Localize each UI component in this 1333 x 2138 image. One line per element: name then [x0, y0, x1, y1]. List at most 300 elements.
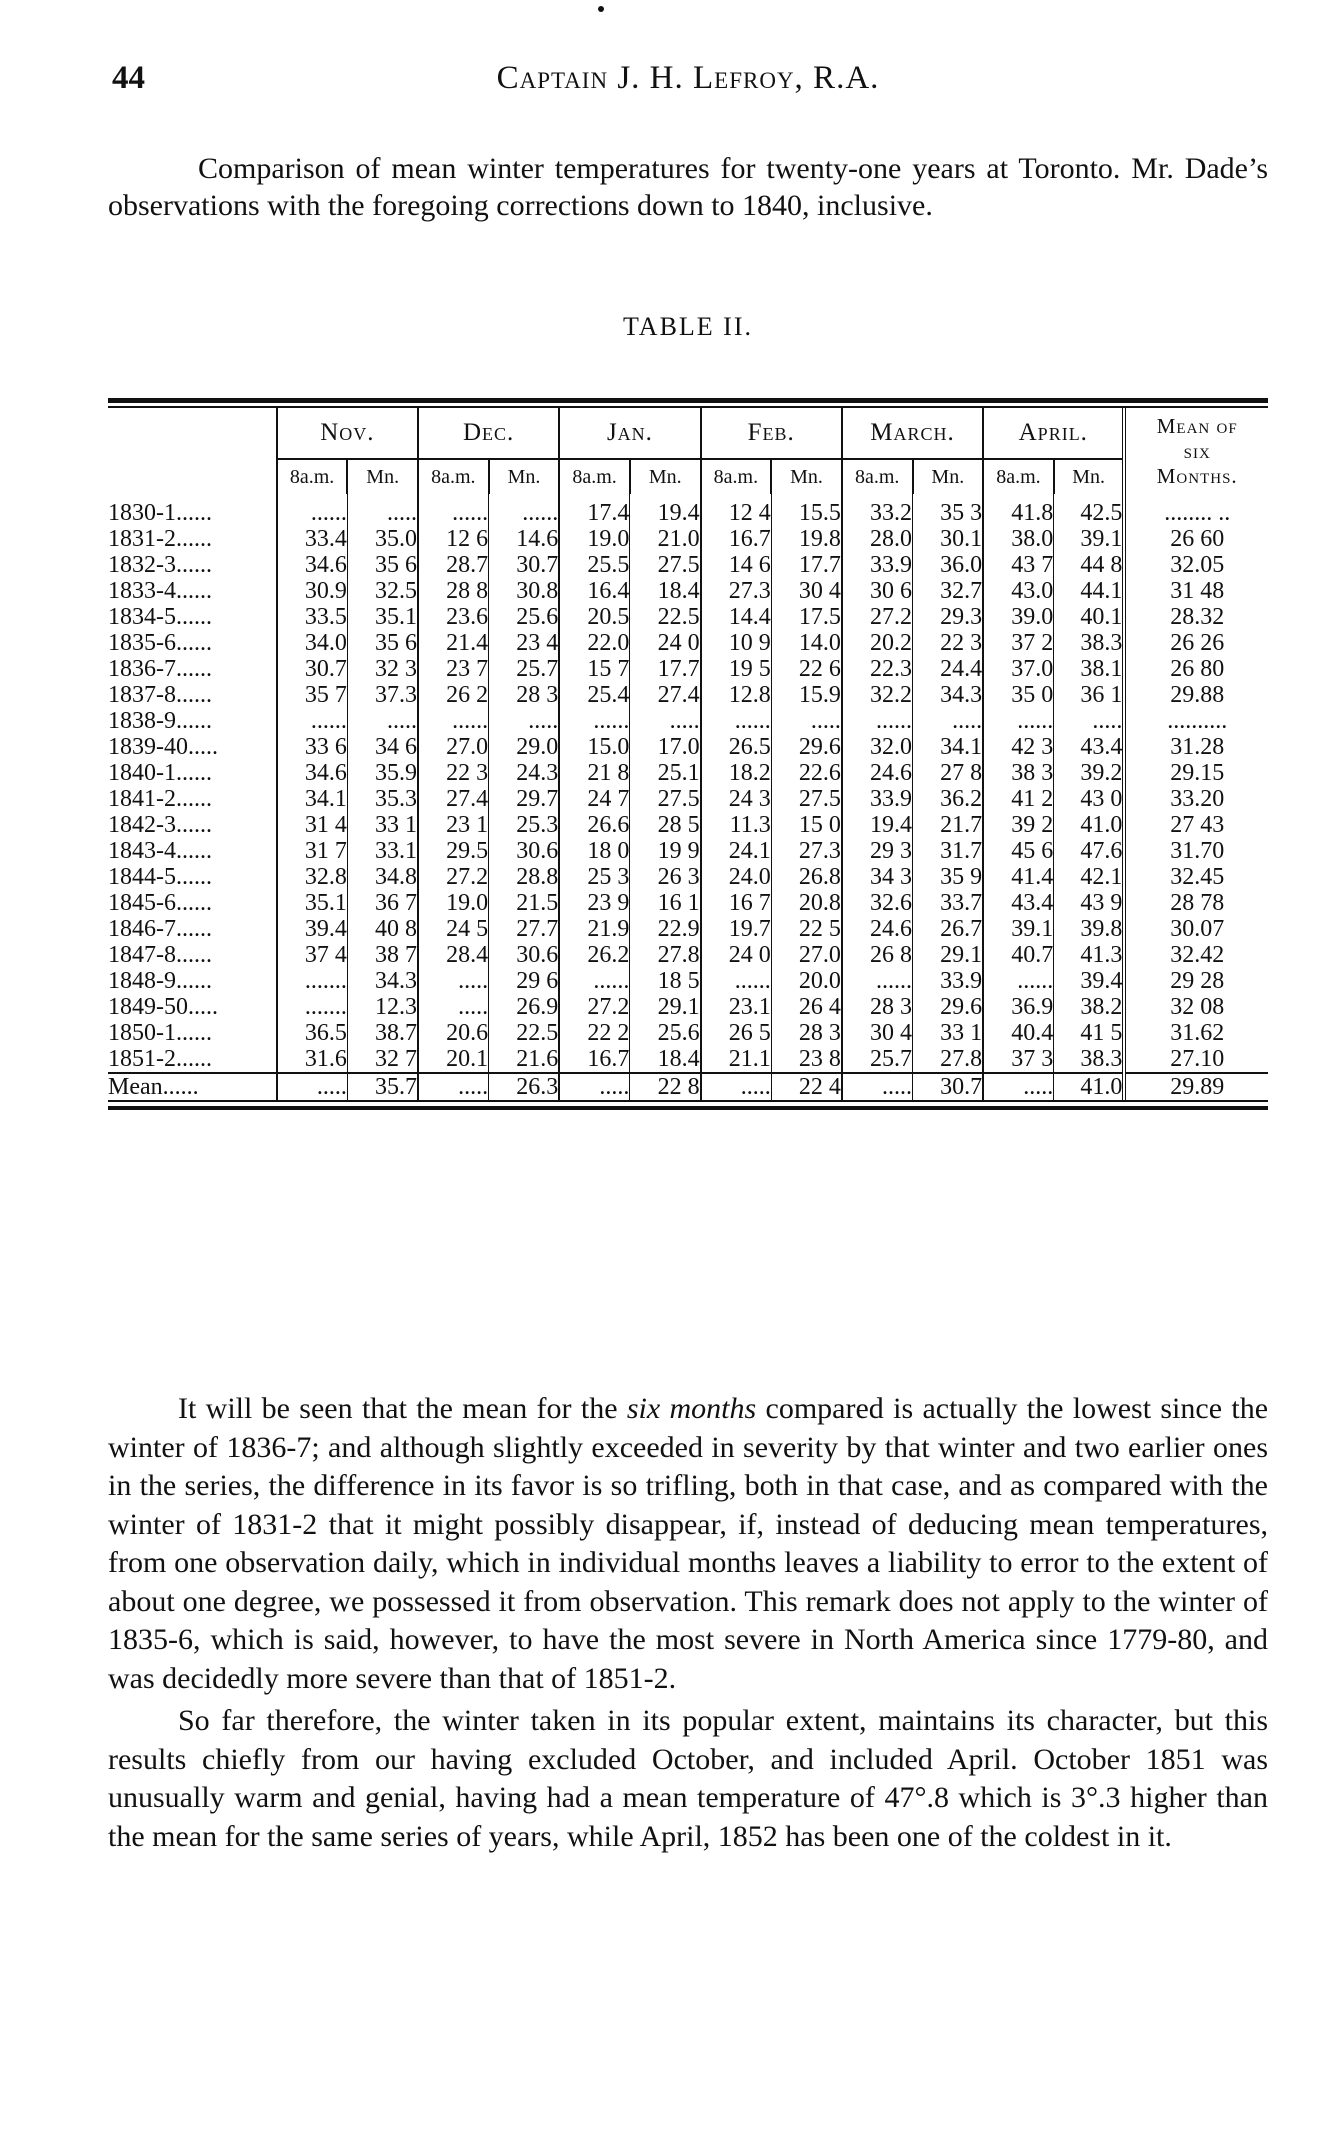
- value-cell: 39.4: [277, 916, 348, 942]
- value-cell: ......: [559, 708, 630, 734]
- value-cell: 38 7: [347, 942, 418, 968]
- value-cell: 39.0: [983, 604, 1054, 630]
- corner-cell: [108, 459, 277, 494]
- value-cell: 18 0: [559, 838, 630, 864]
- value-cell: 24 5: [418, 916, 489, 942]
- value-cell: 17.0: [630, 734, 701, 760]
- value-cell: 30.7: [913, 1073, 984, 1100]
- value-cell: 41.4: [983, 864, 1054, 890]
- value-cell: 18.4: [630, 1046, 701, 1073]
- value-cell: 26.2: [559, 942, 630, 968]
- value-cell: 16.4: [559, 578, 630, 604]
- value-cell: 17.5: [771, 604, 842, 630]
- value-cell: 21 8: [559, 760, 630, 786]
- value-cell: 33.4: [277, 526, 348, 552]
- mean-cell: 32.05: [1124, 552, 1268, 578]
- value-cell: 29.6: [771, 734, 842, 760]
- value-cell: .....: [347, 494, 418, 526]
- paragraph-2: So far therefore, the winter taken in its popular extent, maintains its character, but this results chiefly from our having excluded October, and included April. October 1851 was unusually warm and genial, having had a mean temperature of 47°.8 which is 3°.3 higher than the mean for the same series of years, while April, 1852 has been one of the coldest in it.: [108, 1704, 1268, 1853]
- month-header: Nov.: [277, 408, 418, 459]
- mean-cell: 32.42: [1124, 942, 1268, 968]
- value-cell: 21.1: [701, 1046, 772, 1073]
- value-cell: 30.8: [489, 578, 560, 604]
- value-cell: 30.6: [489, 838, 560, 864]
- year-cell: 1839-40.....: [108, 734, 218, 760]
- value-cell: 41.8: [983, 494, 1054, 526]
- value-cell: 23 7: [418, 656, 489, 682]
- year-cell: 1831-2......: [108, 526, 212, 552]
- value-cell: 26 8: [842, 942, 913, 968]
- sub-header: 8a.m.: [559, 459, 630, 494]
- value-cell: 32 3: [347, 656, 418, 682]
- value-cell: 32.2: [842, 682, 913, 708]
- table-row: [108, 864, 1268, 890]
- value-cell: 26.3: [489, 1073, 560, 1100]
- value-cell: 26 5: [701, 1020, 772, 1046]
- value-cell: 30 4: [842, 1020, 913, 1046]
- value-cell: 24.6: [842, 916, 913, 942]
- value-cell: 28 3: [489, 682, 560, 708]
- mean-cell: 26 26: [1124, 630, 1268, 656]
- value-cell: 12.3: [347, 994, 418, 1020]
- value-cell: 38.7: [347, 1020, 418, 1046]
- value-cell: 24.3: [489, 760, 560, 786]
- value-cell: 19.0: [559, 526, 630, 552]
- table-bottom-rule-thick: [108, 1106, 1268, 1110]
- value-cell: 42.1: [1054, 864, 1125, 890]
- value-cell: 33.2: [842, 494, 913, 526]
- value-cell: 27.5: [771, 786, 842, 812]
- mean-cell: 31 48: [1124, 578, 1268, 604]
- mean-cell: 26 60: [1124, 526, 1268, 552]
- value-cell: 26.5: [701, 734, 772, 760]
- page-number: 44: [112, 60, 145, 96]
- value-cell: .....: [418, 1073, 489, 1100]
- value-cell: 26.8: [771, 864, 842, 890]
- value-cell: 10 9: [701, 630, 772, 656]
- value-cell: 25.4: [559, 682, 630, 708]
- month-header: March.: [842, 408, 983, 459]
- month-header: Feb.: [701, 408, 842, 459]
- value-cell: .......: [277, 994, 348, 1020]
- value-cell: 30 6: [842, 578, 913, 604]
- value-cell: 34.1: [277, 786, 348, 812]
- value-cell: 37 2: [983, 630, 1054, 656]
- value-cell: .....: [489, 708, 560, 734]
- value-cell: 18 5: [630, 968, 701, 994]
- value-cell: 21.6: [489, 1046, 560, 1073]
- value-cell: 22.9: [630, 916, 701, 942]
- value-cell: 33.9: [913, 968, 984, 994]
- mean-cell: 29.15: [1124, 760, 1268, 786]
- value-cell: 28 3: [842, 994, 913, 1020]
- value-cell: 33 1: [913, 1020, 984, 1046]
- value-cell: 23 9: [559, 890, 630, 916]
- mean-cell: ..........: [1124, 708, 1268, 734]
- value-cell: ......: [559, 968, 630, 994]
- paragraph-1-emphasis: six months: [626, 1392, 757, 1425]
- value-cell: ......: [983, 968, 1054, 994]
- value-cell: 23.1: [701, 994, 772, 1020]
- value-cell: 32.0: [842, 734, 913, 760]
- value-cell: 39.8: [1054, 916, 1125, 942]
- value-cell: 22.6: [771, 760, 842, 786]
- value-cell: 21.9: [559, 916, 630, 942]
- value-cell: 18.2: [701, 760, 772, 786]
- year-cell: 1847-8......: [108, 942, 212, 968]
- value-cell: 43 7: [983, 552, 1054, 578]
- value-cell: 36 1: [1054, 682, 1125, 708]
- value-cell: 22.3: [842, 656, 913, 682]
- value-cell: 22.5: [630, 604, 701, 630]
- ink-dot: [598, 6, 604, 12]
- value-cell: 28.7: [418, 552, 489, 578]
- value-cell: 39.1: [1054, 526, 1125, 552]
- value-cell: 39 2: [983, 812, 1054, 838]
- table-row: [108, 578, 1268, 604]
- value-cell: 29.3: [913, 604, 984, 630]
- value-cell: 33.7: [913, 890, 984, 916]
- value-cell: 20.6: [418, 1020, 489, 1046]
- value-cell: 40.1: [1054, 604, 1125, 630]
- value-cell: 27.3: [701, 578, 772, 604]
- value-cell: 31 7: [277, 838, 348, 864]
- year-cell: 1841-2......: [108, 786, 212, 812]
- value-cell: 34 3: [842, 864, 913, 890]
- value-cell: 26 3: [630, 864, 701, 890]
- value-cell: 32.5: [347, 578, 418, 604]
- value-cell: 34 6: [347, 734, 418, 760]
- year-cell: 1842-3......: [108, 812, 212, 838]
- value-cell: 17.7: [630, 656, 701, 682]
- value-cell: 26 4: [771, 994, 842, 1020]
- value-cell: ......: [983, 708, 1054, 734]
- value-cell: 32.8: [277, 864, 348, 890]
- value-cell: 29.7: [489, 786, 560, 812]
- table-row: [108, 734, 1268, 760]
- value-cell: 35.3: [347, 786, 418, 812]
- table-row: [108, 682, 1268, 708]
- value-cell: 42.5: [1054, 494, 1125, 526]
- value-cell: 21.4: [418, 630, 489, 656]
- value-cell: 20.8: [771, 890, 842, 916]
- value-cell: 27.5: [630, 552, 701, 578]
- sub-header: Mn.: [630, 459, 701, 494]
- mean-header-line: Months.: [1156, 463, 1238, 488]
- mean-cell: 32.45: [1124, 864, 1268, 890]
- value-cell: 33.9: [842, 552, 913, 578]
- mean-row: [108, 1073, 1268, 1100]
- value-cell: 44.1: [1054, 578, 1125, 604]
- mean-cell: 27.10: [1124, 1046, 1268, 1073]
- table-row: [108, 656, 1268, 682]
- year-cell: Mean......: [108, 1073, 277, 1100]
- body-text: [108, 1390, 1268, 1860]
- sub-header: Mn.: [913, 459, 984, 494]
- running-title: Captain J. H. Lefroy, R.A.: [496, 60, 880, 96]
- year-cell: 1837-8......: [108, 682, 212, 708]
- data-table: [108, 408, 1268, 1100]
- value-cell: .....: [559, 1073, 630, 1100]
- value-cell: 43 0: [1054, 786, 1125, 812]
- value-cell: 22 3: [913, 630, 984, 656]
- sub-header: 8a.m.: [701, 459, 772, 494]
- value-cell: 20.0: [771, 968, 842, 994]
- value-cell: 23.6: [418, 604, 489, 630]
- value-cell: 32 7: [347, 1046, 418, 1073]
- value-cell: .....: [630, 708, 701, 734]
- value-cell: 25.7: [842, 1046, 913, 1073]
- value-cell: 25.5: [559, 552, 630, 578]
- value-cell: 21.0: [630, 526, 701, 552]
- value-cell: 28 8: [418, 578, 489, 604]
- value-cell: 16 7: [701, 890, 772, 916]
- sub-header: Mn.: [771, 459, 842, 494]
- value-cell: 24.1: [701, 838, 772, 864]
- value-cell: 35.0: [347, 526, 418, 552]
- value-cell: 22 6: [771, 656, 842, 682]
- mean-cell: 32 08: [1124, 994, 1268, 1020]
- value-cell: 25 3: [559, 864, 630, 890]
- value-cell: 45 6: [983, 838, 1054, 864]
- table-row: [108, 552, 1268, 578]
- year-cell: 1846-7......: [108, 916, 212, 942]
- value-cell: 37 4: [277, 942, 348, 968]
- value-cell: 27.2: [418, 864, 489, 890]
- value-cell: ......: [277, 708, 348, 734]
- value-cell: .....: [771, 708, 842, 734]
- mean-header: [1124, 408, 1268, 494]
- value-cell: 32.7: [913, 578, 984, 604]
- value-cell: 22 2: [559, 1020, 630, 1046]
- value-cell: 14.4: [701, 604, 772, 630]
- year-cell: 1838-9......: [108, 708, 212, 734]
- value-cell: 35.1: [347, 604, 418, 630]
- value-cell: 14.6: [489, 526, 560, 552]
- value-cell: 12 4: [701, 494, 772, 526]
- value-cell: 28 3: [771, 1020, 842, 1046]
- value-cell: 27.4: [630, 682, 701, 708]
- value-cell: 40.4: [983, 1020, 1054, 1046]
- value-cell: 35.9: [347, 760, 418, 786]
- value-cell: 27.4: [418, 786, 489, 812]
- table-row: [108, 604, 1268, 630]
- value-cell: 26.9: [489, 994, 560, 1020]
- paragraph-1: [108, 1390, 1268, 1698]
- value-cell: 21.5: [489, 890, 560, 916]
- page-header: [108, 60, 1268, 104]
- value-cell: 29.6: [913, 994, 984, 1020]
- table-row: [108, 1020, 1268, 1046]
- value-cell: 14 6: [701, 552, 772, 578]
- value-cell: 25.7: [489, 656, 560, 682]
- value-cell: 36.2: [913, 786, 984, 812]
- sub-header: 8a.m.: [418, 459, 489, 494]
- value-cell: 19.4: [842, 812, 913, 838]
- value-cell: 33 6: [277, 734, 348, 760]
- year-cell: 1832-3......: [108, 552, 212, 578]
- mean-cell: 28.32: [1124, 604, 1268, 630]
- value-cell: 34.3: [347, 968, 418, 994]
- value-cell: 30.7: [489, 552, 560, 578]
- value-cell: 43.4: [983, 890, 1054, 916]
- value-cell: 25.6: [630, 1020, 701, 1046]
- value-cell: 38.3: [1054, 1046, 1125, 1073]
- year-cell: 1835-6......: [108, 630, 212, 656]
- value-cell: 19.8: [771, 526, 842, 552]
- value-cell: .....: [842, 1073, 913, 1100]
- value-cell: 35 6: [347, 552, 418, 578]
- table-row: [108, 786, 1268, 812]
- table-title: TABLE II.: [623, 312, 753, 341]
- value-cell: 12.8: [701, 682, 772, 708]
- table-row: [108, 760, 1268, 786]
- value-cell: 41 2: [983, 786, 1054, 812]
- value-cell: 27.0: [418, 734, 489, 760]
- value-cell: ......: [701, 708, 772, 734]
- value-cell: 24 0: [630, 630, 701, 656]
- value-cell: 38.2: [1054, 994, 1125, 1020]
- value-cell: 36.5: [277, 1020, 348, 1046]
- value-cell: 15.5: [771, 494, 842, 526]
- value-cell: 39.1: [983, 916, 1054, 942]
- value-cell: 33.5: [277, 604, 348, 630]
- mean-cell: 30.07: [1124, 916, 1268, 942]
- table-row: [108, 1046, 1268, 1073]
- mean-cell: 31.62: [1124, 1020, 1268, 1046]
- value-cell: .....: [277, 1073, 348, 1100]
- mean-cell: 29.88: [1124, 682, 1268, 708]
- month-header: April.: [983, 408, 1124, 459]
- year-cell: 1834-5......: [108, 604, 212, 630]
- sub-header: Mn.: [1054, 459, 1125, 494]
- mean-header-line: Mean of: [1156, 413, 1238, 438]
- value-cell: 31 4: [277, 812, 348, 838]
- value-cell: 25.6: [489, 604, 560, 630]
- value-cell: .....: [347, 708, 418, 734]
- table-top-rule: [108, 398, 1268, 403]
- value-cell: 25.3: [489, 812, 560, 838]
- value-cell: 25.1: [630, 760, 701, 786]
- value-cell: 33.1: [347, 838, 418, 864]
- value-cell: 26 2: [418, 682, 489, 708]
- value-cell: 36 7: [347, 890, 418, 916]
- value-cell: 16.7: [559, 1046, 630, 1073]
- table-row: [108, 812, 1268, 838]
- value-cell: 27.2: [559, 994, 630, 1020]
- sub-header: 8a.m.: [277, 459, 348, 494]
- mean-cell: 28 78: [1124, 890, 1268, 916]
- value-cell: 22 8: [630, 1073, 701, 1100]
- mean-cell: 29.89: [1124, 1073, 1268, 1100]
- value-cell: 33.9: [842, 786, 913, 812]
- year-cell: 1840-1......: [108, 760, 212, 786]
- value-cell: 33 1: [347, 812, 418, 838]
- value-cell: 27.2: [842, 604, 913, 630]
- corner-cell: [108, 408, 277, 459]
- value-cell: 38.3: [1054, 630, 1125, 656]
- value-cell: 27 8: [913, 760, 984, 786]
- value-cell: 24 0: [701, 942, 772, 968]
- value-cell: 18.4: [630, 578, 701, 604]
- value-cell: 20.1: [418, 1046, 489, 1073]
- value-cell: 27.0: [771, 942, 842, 968]
- value-cell: 26.6: [559, 812, 630, 838]
- value-cell: 29.1: [913, 942, 984, 968]
- table-row: [108, 526, 1268, 552]
- value-cell: 37.3: [347, 682, 418, 708]
- value-cell: 37.0: [983, 656, 1054, 682]
- value-cell: 21.7: [913, 812, 984, 838]
- value-cell: 24.0: [701, 864, 772, 890]
- value-cell: 39.2: [1054, 760, 1125, 786]
- mean-cell: 31.70: [1124, 838, 1268, 864]
- value-cell: 34.1: [913, 734, 984, 760]
- value-cell: 15 7: [559, 656, 630, 682]
- mean-cell: ........ ..: [1124, 494, 1268, 526]
- value-cell: 30 4: [771, 578, 842, 604]
- year-cell: 1843-4......: [108, 838, 212, 864]
- table-row: [108, 994, 1268, 1020]
- value-cell: 29 3: [842, 838, 913, 864]
- value-cell: 30.1: [913, 526, 984, 552]
- value-cell: .......: [277, 968, 348, 994]
- value-cell: 29.1: [630, 994, 701, 1020]
- value-cell: 17.7: [771, 552, 842, 578]
- value-cell: 31.6: [277, 1046, 348, 1073]
- value-cell: 30.7: [277, 656, 348, 682]
- value-cell: 43.4: [1054, 734, 1125, 760]
- value-cell: 41.3: [1054, 942, 1125, 968]
- value-cell: 11.3: [701, 812, 772, 838]
- value-cell: 37 3: [983, 1046, 1054, 1073]
- table-row: [108, 838, 1268, 864]
- value-cell: 28.4: [418, 942, 489, 968]
- sub-header: Mn.: [347, 459, 418, 494]
- value-cell: 44 8: [1054, 552, 1125, 578]
- value-cell: 19 5: [701, 656, 772, 682]
- value-cell: .....: [913, 708, 984, 734]
- year-cell: 1844-5......: [108, 864, 212, 890]
- value-cell: 41.0: [1054, 812, 1125, 838]
- value-cell: 30.9: [277, 578, 348, 604]
- value-cell: ......: [418, 494, 489, 526]
- value-cell: 42 3: [983, 734, 1054, 760]
- value-cell: .....: [1054, 708, 1125, 734]
- value-cell: 36.0: [913, 552, 984, 578]
- year-cell: 1836-7......: [108, 656, 212, 682]
- value-cell: 38 3: [983, 760, 1054, 786]
- value-cell: 20.2: [842, 630, 913, 656]
- value-cell: 16 1: [630, 890, 701, 916]
- value-cell: 29.5: [418, 838, 489, 864]
- value-cell: .....: [418, 968, 489, 994]
- value-cell: 35.1: [277, 890, 348, 916]
- value-cell: 30.6: [489, 942, 560, 968]
- value-cell: 23 1: [418, 812, 489, 838]
- value-cell: 28.8: [489, 864, 560, 890]
- table-row: [108, 942, 1268, 968]
- value-cell: 36.9: [983, 994, 1054, 1020]
- year-cell: 1849-50.....: [108, 994, 218, 1020]
- value-cell: 24 7: [559, 786, 630, 812]
- value-cell: 22.0: [559, 630, 630, 656]
- value-cell: 29.0: [489, 734, 560, 760]
- value-cell: 34.6: [277, 760, 348, 786]
- paragraph-1-text: It will be seen that the mean for the: [178, 1392, 627, 1425]
- value-cell: 41.0: [1054, 1073, 1125, 1100]
- sub-header: 8a.m.: [842, 459, 913, 494]
